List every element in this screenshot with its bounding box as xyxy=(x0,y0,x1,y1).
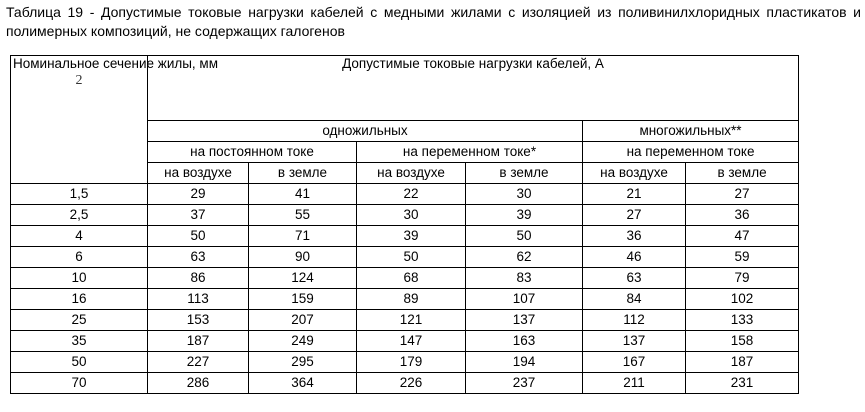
cell-dc-ground: 71 xyxy=(249,226,357,247)
col-header-ground: в земле xyxy=(466,163,583,184)
cell-ac-multi-air: 137 xyxy=(583,331,686,352)
cell-ac-multi-ground: 187 xyxy=(686,352,799,373)
cell-ac-multi-ground: 59 xyxy=(686,247,799,268)
cell-ac-multi-ground: 79 xyxy=(686,268,799,289)
cell-dc-air: 37 xyxy=(148,205,249,226)
cell-dc-air: 29 xyxy=(148,184,249,205)
cell-ac-single-ground: 163 xyxy=(466,331,583,352)
cell-dc-air: 153 xyxy=(148,310,249,331)
cell-ac-single-air: 179 xyxy=(357,352,466,373)
table-row xyxy=(11,310,799,331)
cell-ac-multi-air: 46 xyxy=(583,247,686,268)
cell-dc-ground: 90 xyxy=(249,247,357,268)
cell-section: 4 xyxy=(11,226,148,247)
cell-dc-air: 86 xyxy=(148,268,249,289)
cell-dc-ground: 249 xyxy=(249,331,357,352)
cell-ac-multi-air: 36 xyxy=(583,226,686,247)
cell-ac-single-ground: 107 xyxy=(466,289,583,310)
cell-ac-multi-air: 211 xyxy=(583,373,686,394)
cell-ac-single-ground: 39 xyxy=(466,205,583,226)
table-row xyxy=(11,331,799,352)
cell-ac-single-air: 89 xyxy=(357,289,466,310)
cell-section: 50 xyxy=(11,352,148,373)
ac-single-header: на переменном токе* xyxy=(357,142,583,163)
col-header-ground: в земле xyxy=(249,163,357,184)
cell-ac-single-ground: 50 xyxy=(466,226,583,247)
cell-ac-multi-ground: 47 xyxy=(686,226,799,247)
cell-section: 1,5 xyxy=(11,184,148,205)
ac-multi-header: на переменном токе xyxy=(583,142,799,163)
cell-dc-air: 63 xyxy=(148,247,249,268)
cell-dc-air: 227 xyxy=(148,352,249,373)
cell-section: 10 xyxy=(11,268,148,289)
cell-section: 2,5 xyxy=(11,205,148,226)
table-row xyxy=(11,268,799,289)
cell-ac-multi-air: 27 xyxy=(583,205,686,226)
group-single-core-header: одножильных xyxy=(148,121,583,142)
cell-section: 70 xyxy=(11,373,148,394)
cell-ac-single-air: 147 xyxy=(357,331,466,352)
col-header-air: на воздухе xyxy=(148,163,249,184)
cell-dc-air: 187 xyxy=(148,331,249,352)
cell-ac-multi-ground: 36 xyxy=(686,205,799,226)
col-header-ground: в земле xyxy=(686,163,799,184)
cell-ac-single-air: 22 xyxy=(357,184,466,205)
cell-ac-multi-air: 63 xyxy=(583,268,686,289)
cell-ac-single-ground: 237 xyxy=(466,373,583,394)
cell-dc-air: 50 xyxy=(148,226,249,247)
loads-header: Допустимые токовые нагрузки кабелей, А xyxy=(148,56,799,121)
cell-dc-ground: 55 xyxy=(249,205,357,226)
table-row xyxy=(11,226,799,247)
cell-section: 35 xyxy=(11,331,148,352)
cell-dc-ground: 295 xyxy=(249,352,357,373)
table-row xyxy=(11,373,799,394)
cell-ac-multi-air: 167 xyxy=(583,352,686,373)
cell-dc-air: 286 xyxy=(148,373,249,394)
cell-ac-multi-air: 112 xyxy=(583,310,686,331)
cell-ac-multi-ground: 102 xyxy=(686,289,799,310)
dc-header: на постоянном токе xyxy=(148,142,357,163)
table-row xyxy=(11,184,799,205)
current-load-table xyxy=(10,55,799,394)
cell-dc-ground: 41 xyxy=(249,184,357,205)
section-column-label: Номинальное сечение жилы, мм xyxy=(13,56,218,71)
cell-dc-ground: 124 xyxy=(249,268,357,289)
cell-ac-single-ground: 137 xyxy=(466,310,583,331)
group-multi-core-header: многожильных** xyxy=(583,121,799,142)
table-row xyxy=(11,289,799,310)
cell-section: 6 xyxy=(11,247,148,268)
cell-dc-ground: 207 xyxy=(249,310,357,331)
cell-ac-single-air: 50 xyxy=(357,247,466,268)
cell-ac-single-air: 121 xyxy=(357,310,466,331)
table-row xyxy=(11,352,799,373)
cell-ac-single-air: 226 xyxy=(357,373,466,394)
cell-ac-single-ground: 194 xyxy=(466,352,583,373)
cell-ac-multi-ground: 133 xyxy=(686,310,799,331)
cell-dc-ground: 159 xyxy=(249,289,357,310)
cell-ac-single-ground: 30 xyxy=(466,184,583,205)
cell-ac-single-air: 39 xyxy=(357,226,466,247)
cell-ac-single-ground: 62 xyxy=(466,247,583,268)
table-row xyxy=(11,205,799,226)
cell-ac-multi-ground: 27 xyxy=(686,184,799,205)
cell-ac-multi-air: 84 xyxy=(583,289,686,310)
cell-ac-single-air: 68 xyxy=(357,268,466,289)
cell-ac-multi-air: 21 xyxy=(583,184,686,205)
col-header-air: на воздухе xyxy=(583,163,686,184)
cell-ac-multi-ground: 231 xyxy=(686,373,799,394)
cell-ac-multi-ground: 158 xyxy=(686,331,799,352)
table-caption: Таблица 19 - Допустимые токовые нагрузки кабелей с медными жилами с изоляцией из поливинилхлоридных пластикатов и полимерных композиций, не содержащих галогенов xyxy=(6,4,861,39)
table-row xyxy=(11,247,799,268)
cell-section: 16 xyxy=(11,289,148,310)
cell-ac-single-air: 30 xyxy=(357,205,466,226)
cell-dc-ground: 364 xyxy=(249,373,357,394)
cell-section: 25 xyxy=(11,310,148,331)
cell-dc-air: 113 xyxy=(148,289,249,310)
col-header-air: на воздухе xyxy=(357,163,466,184)
section-unit-power: 2 xyxy=(75,73,83,88)
cell-ac-single-ground: 83 xyxy=(466,268,583,289)
